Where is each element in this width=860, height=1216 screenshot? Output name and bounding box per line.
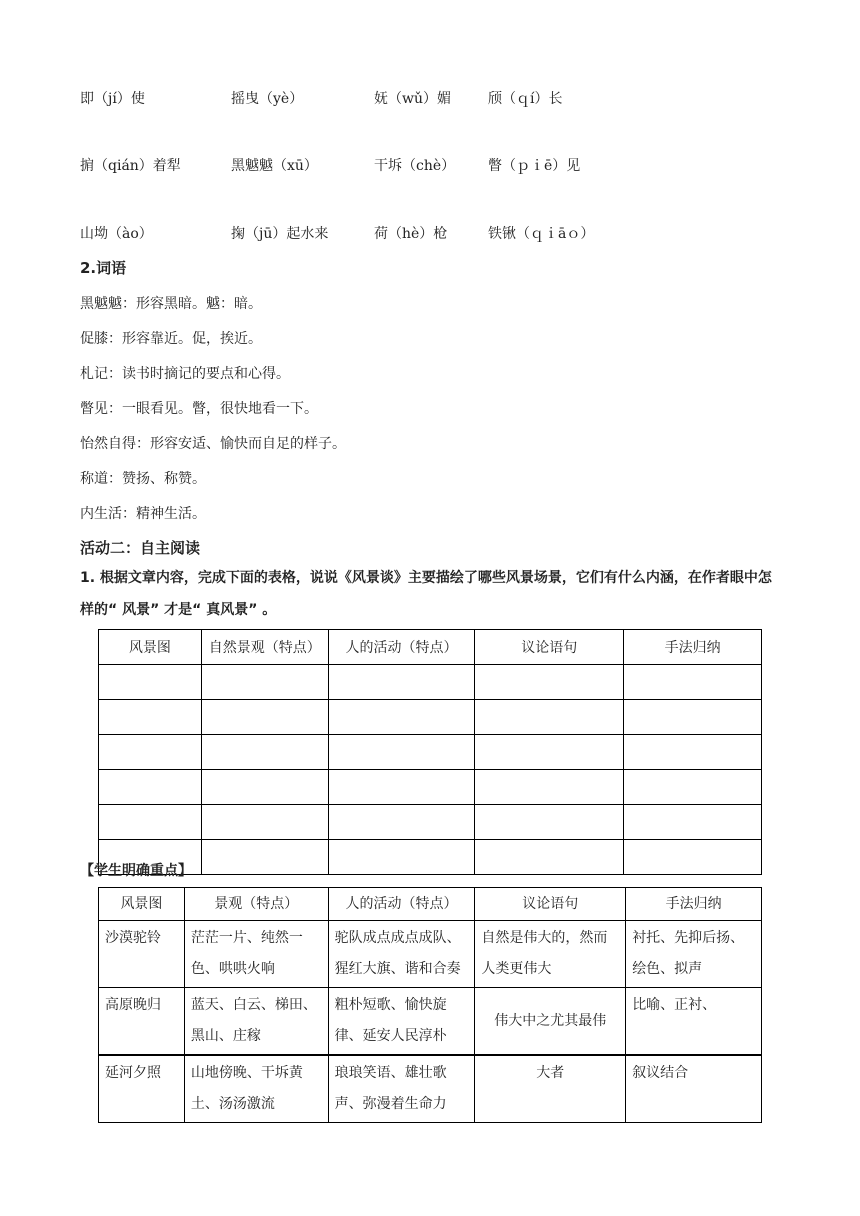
table-row: [99, 988, 762, 1056]
vocab-item: 称道：赞扬、称赞。: [80, 471, 206, 487]
table-cell: 琅琅笑语、雄壮歌声、弥漫着生命力: [328, 1055, 475, 1123]
table-cell: 高原晚归: [99, 988, 185, 1056]
blank-cell[interactable]: [328, 700, 475, 735]
table-cell: 蓝天、白云、梯田、黑山、庄稼: [184, 988, 328, 1056]
blank-cell[interactable]: [328, 665, 475, 700]
column-header: 议论语句: [475, 630, 624, 665]
table-cell: 驼队成点成点成队、猩红大旗、谐和合奏: [328, 921, 475, 988]
column-header: 人的活动（特点）: [328, 630, 475, 665]
table-cell: 沙漠驼铃: [99, 921, 185, 988]
blank-cell[interactable]: [201, 665, 328, 700]
blank-cell[interactable]: [475, 805, 624, 840]
blank-cell[interactable]: [624, 665, 762, 700]
section-title-vocab: 2.词语: [80, 259, 127, 277]
blank-cell[interactable]: [99, 805, 202, 840]
blank-cell[interactable]: [99, 735, 202, 770]
blank-cell[interactable]: [624, 735, 762, 770]
pinyin-word: 铁锹（ｑｉāｏ）: [488, 226, 595, 242]
table-cell: 茫茫一片、纯然一色、哄哄火响: [184, 921, 328, 988]
student-key-points-label: 【学生明确重点】: [80, 863, 192, 879]
table-cell: 延河夕照: [99, 1055, 185, 1123]
pinyin-word: 摇曳（yè）: [231, 91, 304, 107]
blank-cell[interactable]: [475, 735, 624, 770]
table-cell: 伟大中之尤其最伟: [475, 988, 626, 1056]
column-header: 手法归纳: [626, 888, 762, 921]
table-cell: 衬托、先抑后扬、绘色、拟声: [626, 921, 762, 988]
blank-cell[interactable]: [99, 700, 202, 735]
column-header: 手法归纳: [624, 630, 762, 665]
table-cell: 叙议结合: [626, 1055, 762, 1123]
vocab-item: 促膝：形容靠近。促，挨近。: [80, 331, 262, 347]
table-cell: 山地傍晚、干坼黄土、汤汤激流: [184, 1055, 328, 1123]
column-header: 自然景观（特点）: [201, 630, 328, 665]
table-row: [99, 665, 762, 700]
vocab-item: 黑魆魆：形容黑暗。魆：暗。: [80, 296, 262, 312]
vocab-item: 怡然自得：形容安适、愉快而自足的样子。: [80, 436, 346, 452]
pinyin-word: 瞥（ｐｉē）见: [488, 158, 581, 174]
blank-cell[interactable]: [328, 805, 475, 840]
vocab-item: 瞥见：一眼看见。瞥，很快地看一下。: [80, 401, 318, 417]
table-header-row: [99, 888, 762, 921]
table-row: [99, 921, 762, 988]
blank-cell[interactable]: [624, 805, 762, 840]
blank-cell[interactable]: [475, 840, 624, 875]
blank-cell[interactable]: [328, 735, 475, 770]
pinyin-word: 掬（jū）起水来: [231, 226, 329, 242]
blank-cell[interactable]: [328, 840, 475, 875]
table-row: [99, 735, 762, 770]
table-header-row: [99, 630, 762, 665]
blank-cell[interactable]: [201, 840, 328, 875]
blank-cell[interactable]: [201, 735, 328, 770]
pinyin-word: 荷（hè）枪: [374, 226, 448, 242]
blank-cell[interactable]: [99, 665, 202, 700]
column-header: 议论语句: [475, 888, 626, 921]
table-cell: 自然是伟大的，然而人类更伟大: [475, 921, 626, 988]
pinyin-word: 妩（wǔ）媚: [374, 91, 451, 107]
pinyin-word: 颀（ｑí）长: [488, 91, 563, 107]
table-cell: 比喻、正衬、: [626, 988, 762, 1056]
column-header: 人的活动（特点）: [328, 888, 475, 921]
table-row: [99, 805, 762, 840]
vocab-item: 内生活：精神生活。: [80, 506, 206, 522]
column-header: 风景图: [99, 630, 202, 665]
blank-cell[interactable]: [624, 700, 762, 735]
blank-cell[interactable]: [201, 770, 328, 805]
vocab-item: 札记：读书时摘记的要点和心得。: [80, 366, 290, 382]
table-cell: 粗朴短歌、愉快旋律、延安人民淳朴: [328, 988, 475, 1056]
activity-title: 活动二：自主阅读: [80, 539, 201, 557]
pinyin-word: 山坳（ào）: [80, 226, 153, 242]
blank-cell[interactable]: [475, 770, 624, 805]
blank-cell[interactable]: [201, 700, 328, 735]
table-row: [99, 1055, 762, 1123]
blank-cell[interactable]: [475, 700, 624, 735]
pinyin-word: 即（jí）使: [80, 91, 145, 107]
column-header: 风景图: [99, 888, 185, 921]
table-cell: 大者: [475, 1055, 626, 1123]
table-row: [99, 840, 762, 875]
blank-cell[interactable]: [475, 665, 624, 700]
blank-cell[interactable]: [201, 805, 328, 840]
pinyin-word: 掮（qián）着犁: [80, 158, 181, 174]
blank-cell[interactable]: [624, 770, 762, 805]
table-row: [99, 770, 762, 805]
answer-table: [98, 887, 762, 1123]
question-text: 1. 根据文章内容，完成下面的表格，说说《风景谈》主要描绘了哪些风景场景，它们有什么内涵，在作者眼中怎样的“ 风景” 才是“ 真风景” 。: [80, 570, 772, 618]
pinyin-word: 黑魆魆（xū）: [231, 158, 318, 174]
blank-cell[interactable]: [99, 770, 202, 805]
pinyin-word: 干坼（chè）: [374, 158, 456, 174]
blank-worksheet-table: [98, 629, 762, 875]
blank-cell[interactable]: [624, 840, 762, 875]
column-header: 景观（特点）: [184, 888, 328, 921]
table-row: [99, 700, 762, 735]
blank-cell[interactable]: [328, 770, 475, 805]
